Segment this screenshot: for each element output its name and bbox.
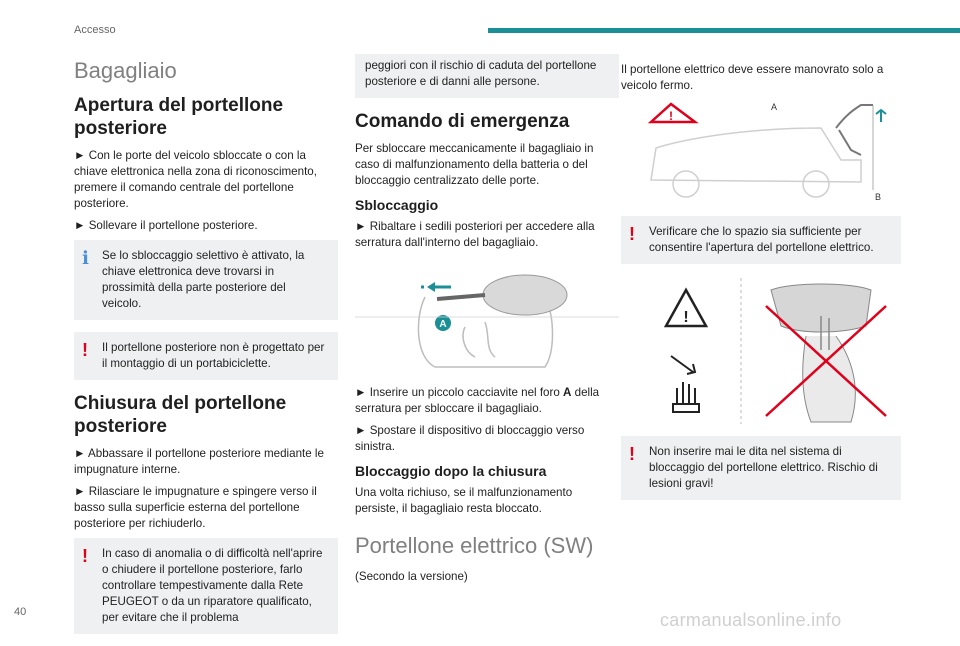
warning-exclamation-icon: ! — [82, 546, 88, 566]
warning-exclamation-icon: ! — [629, 224, 635, 244]
screwdriver-handle — [483, 275, 567, 315]
warning-text: Il portellone posteriore non è progettato per il montaggio di un portabiciclette. — [102, 341, 325, 370]
info-text: Se lo sbloccaggio selettivo è attivato, la chiave elettronica deve trovarsi in prossimità della parte posteriore del veicolo. — [102, 249, 305, 310]
lock-mechanism — [463, 322, 495, 357]
paragraph-close-2: ► Rilasciare le impugnature e spingere verso il basso sulla superficie esterna del portellone posteriore per richiuderlo. — [74, 485, 317, 530]
car-wheel-rear — [803, 171, 829, 197]
warning-exclamation-icon: ! — [82, 340, 88, 360]
page-number: 40 — [14, 606, 27, 618]
heading-power-tailgate: Portellone elettrico (SW) — [355, 533, 594, 558]
paragraph-insert — [355, 385, 619, 417]
heading-open-tailgate: Apertura del portellone posteriore — [74, 95, 284, 139]
paragraph-lock: Una volta richiuso, se il malfunzionamento persiste, il bagagliaio resta bloccato. — [355, 486, 573, 515]
warning-text: Non inserire mai le dita nel sistema di bloccaggio del portellone elettrico. Rischio di lesioni gravi! — [649, 445, 878, 490]
lock-illustration — [355, 257, 619, 375]
warning-box-space — [621, 216, 901, 264]
warning-box-bike-rack — [74, 332, 338, 380]
warning-exclamation-icon: ! — [629, 444, 635, 464]
hand-icon — [673, 382, 699, 412]
finger-warning-illustration — [621, 276, 901, 426]
paragraph-emergency: Per sbloccare meccanicamente il bagagliaio in caso di malfunzionamento della batteria o del bloccaggio centralizzato delle porte. — [355, 142, 594, 187]
heading-lock-after-closing: Bloccaggio dopo la chiusura — [355, 463, 547, 479]
warning-box-continued — [355, 54, 619, 98]
insert-text-c: della serratura per sbloccare il bagagliaio. — [355, 386, 600, 415]
heading-unlocking: Sbloccaggio — [355, 197, 439, 213]
paragraph-unlocking: ► Ribaltare i sedili posteriori per accedere alla serratura dall'interno del bagagliaio. — [355, 220, 595, 249]
paragraph-stationary: Il portellone elettrico deve essere manovrato solo a veicolo fermo. — [621, 63, 884, 92]
warning-text: peggiori con il rischio di caduta del portellone posteriore e di danni alle persone. — [365, 59, 597, 88]
label-a: A — [771, 102, 778, 112]
paragraph-move: ► Spostare il dispositivo di bloccaggio verso sinistra. — [355, 424, 585, 453]
car-body-outline — [651, 128, 861, 182]
pinch-arrow-icon — [671, 356, 695, 374]
section-title: Bagagliaio — [74, 58, 177, 83]
screwdriver-shaft — [437, 295, 485, 299]
info-box-selective-unlock — [74, 240, 338, 320]
heading-close-tailgate: Chiusura del portellone posteriore — [74, 393, 287, 437]
car-wheel-front — [673, 171, 699, 197]
arrow-head-icon — [427, 282, 435, 292]
warning-mark-icon: ! — [669, 109, 673, 123]
column-3 — [621, 48, 901, 512]
column-1 — [74, 48, 338, 646]
header-section: Accesso — [74, 24, 116, 36]
watermark: carmanualsonline.info — [660, 610, 842, 630]
warning-text: In caso di anomalia o di difficoltà nell'aprire o chiudere il portellone posteriore, farlo controllare tempestivamente dalla Rete PEUGEOT o da un riparatore qualificato, per evitare che il problema — [102, 547, 323, 624]
paragraph-close-1: ► Abbassare il portellone posteriore mediante le impugnature interne. — [74, 447, 324, 476]
car-tailgate-illustration — [621, 100, 901, 206]
warning-text: Verificare che lo spazio sia sufficiente per consentire l'apertura del portellone elettrico. — [649, 225, 874, 254]
warning-box-anomaly — [74, 538, 338, 634]
warning-triangle-icon — [651, 104, 695, 122]
paragraph-open-1: ► Con le porte del veicolo sbloccate o con la chiave elettronica nella zona di riconoscimento, premere il comando centrale del portellone posteriore. — [74, 149, 317, 210]
heading-emergency-control: Comando di emergenza — [355, 111, 570, 132]
paragraph-open-2: ► Sollevare il portellone posteriore. — [74, 219, 258, 232]
tailgate-lower — [839, 130, 861, 155]
warning-box-fingers — [621, 436, 901, 500]
insert-text-b: A — [563, 386, 572, 399]
tailgate-arm — [836, 105, 873, 128]
insert-text-a: ► Inserire un piccolo cacciavite nel foro — [355, 386, 564, 399]
label-a: A — [439, 319, 447, 330]
header-accent-bar — [488, 28, 960, 33]
column-2 — [355, 48, 619, 591]
info-icon: ℹ — [82, 248, 89, 268]
label-b: B — [875, 192, 882, 202]
paragraph-version: (Secondo la versione) — [355, 570, 468, 583]
warning-mark-icon: ! — [683, 309, 689, 326]
